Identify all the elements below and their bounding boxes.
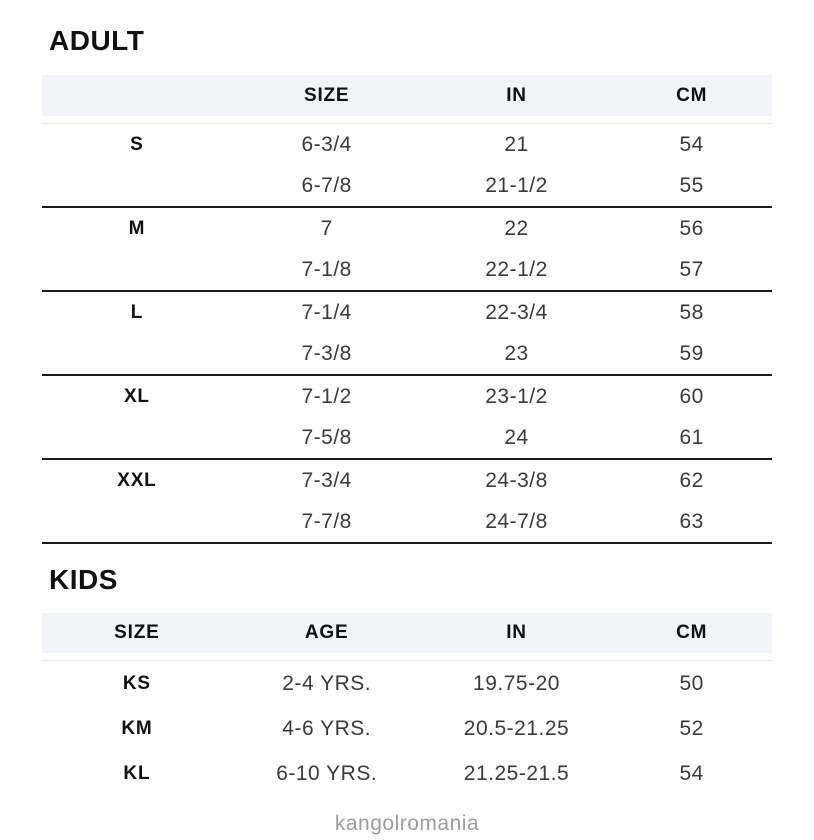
adult-header-size: SIZE (303, 84, 350, 106)
value-cell-age: 4-6 YRS. (282, 716, 372, 740)
adult-table-header (42, 75, 772, 116)
value-cell-in: 21.25-21.5 (463, 761, 570, 785)
size-label-cell: KM (121, 717, 153, 739)
value-cell-cm: 62 (679, 468, 704, 492)
size-label-cell: KS (122, 672, 151, 694)
value-cell-in: 19.75-20 (473, 671, 560, 695)
adult-section-title: ADULT (49, 25, 145, 56)
kids-header-age: AGE (304, 622, 349, 643)
table-row (42, 501, 772, 542)
table-row (42, 249, 772, 290)
value-cell-in: 22 (504, 216, 529, 240)
value-cell-size: 7-5/8 (301, 425, 352, 449)
adult-size-group-m (42, 208, 772, 292)
value-cell-cm: 56 (679, 216, 704, 240)
value-cell-size: 6-7/8 (301, 173, 352, 197)
value-cell-cm: 54 (679, 761, 704, 785)
value-cell-cm: 54 (679, 132, 704, 156)
value-cell-size: 6-3/4 (301, 132, 352, 156)
size-label-cell: XXL (117, 469, 157, 491)
value-cell-in: 24-3/8 (485, 468, 548, 492)
value-cell-in: 23 (504, 341, 529, 365)
value-cell-cm: 63 (679, 509, 704, 533)
adult-header-cm: CM (676, 84, 708, 106)
table-row (42, 292, 772, 333)
value-cell-in: 23-1/2 (485, 384, 548, 408)
table-row (42, 417, 772, 458)
value-cell-size: 7-3/8 (301, 341, 352, 365)
value-cell-size: 7-1/8 (301, 257, 352, 281)
size-label-cell: M (128, 217, 146, 239)
kids-table-body (42, 660, 772, 796)
adult-size-table (42, 75, 772, 544)
value-cell-in: 20.5-21.25 (463, 716, 570, 740)
table-row (42, 208, 772, 249)
table-row (42, 124, 772, 165)
kids-size-table (42, 613, 772, 796)
value-cell-age: 2-4 YRS. (282, 671, 372, 695)
value-cell-size: 7-1/2 (301, 384, 352, 408)
value-cell-cm: 61 (679, 425, 704, 449)
value-cell-in: 21-1/2 (485, 173, 548, 197)
adult-size-group-s (42, 124, 772, 208)
value-cell-in: 24-7/8 (485, 509, 548, 533)
value-cell-in: 24 (504, 425, 529, 449)
size-chart-page (0, 26, 814, 840)
table-row (42, 460, 772, 501)
adult-header-in: IN (506, 84, 527, 106)
value-cell-cm: 60 (679, 384, 704, 408)
value-cell-cm: 57 (679, 257, 704, 281)
adult-table-body (42, 123, 772, 544)
watermark: kangolromania (334, 812, 480, 835)
kids-table-header (42, 613, 772, 653)
table-row (42, 165, 772, 206)
table-row (42, 661, 772, 706)
adult-size-group-xxl (42, 460, 772, 544)
size-label-cell: L (130, 301, 144, 323)
value-cell-size: 7 (320, 216, 333, 240)
value-cell-cm: 58 (679, 300, 704, 324)
table-row (42, 333, 772, 374)
value-cell-size: 7-3/4 (301, 468, 352, 492)
table-row (42, 706, 772, 751)
adult-size-group-l (42, 292, 772, 376)
adult-size-group-xl (42, 376, 772, 460)
size-label-cell: KL (123, 762, 151, 784)
value-cell-in: 22-1/2 (485, 257, 548, 281)
size-label-cell: S (130, 133, 144, 155)
value-cell-cm: 52 (679, 716, 704, 740)
kids-header-cm: CM (676, 622, 708, 643)
value-cell-cm: 55 (679, 173, 704, 197)
table-row (42, 376, 772, 417)
kids-header-size: SIZE (114, 622, 160, 643)
value-cell-size: 7-1/4 (301, 300, 352, 324)
kids-header-in: IN (506, 622, 527, 643)
value-cell-in: 21 (504, 132, 529, 156)
table-row (42, 751, 772, 796)
value-cell-size: 7-7/8 (301, 509, 352, 533)
kids-section-title: KIDS (49, 564, 118, 595)
value-cell-cm: 50 (679, 671, 704, 695)
size-label-cell: XL (123, 385, 150, 407)
value-cell-in: 22-3/4 (485, 300, 548, 324)
value-cell-cm: 59 (679, 341, 704, 365)
value-cell-age: 6-10 YRS. (276, 761, 378, 785)
